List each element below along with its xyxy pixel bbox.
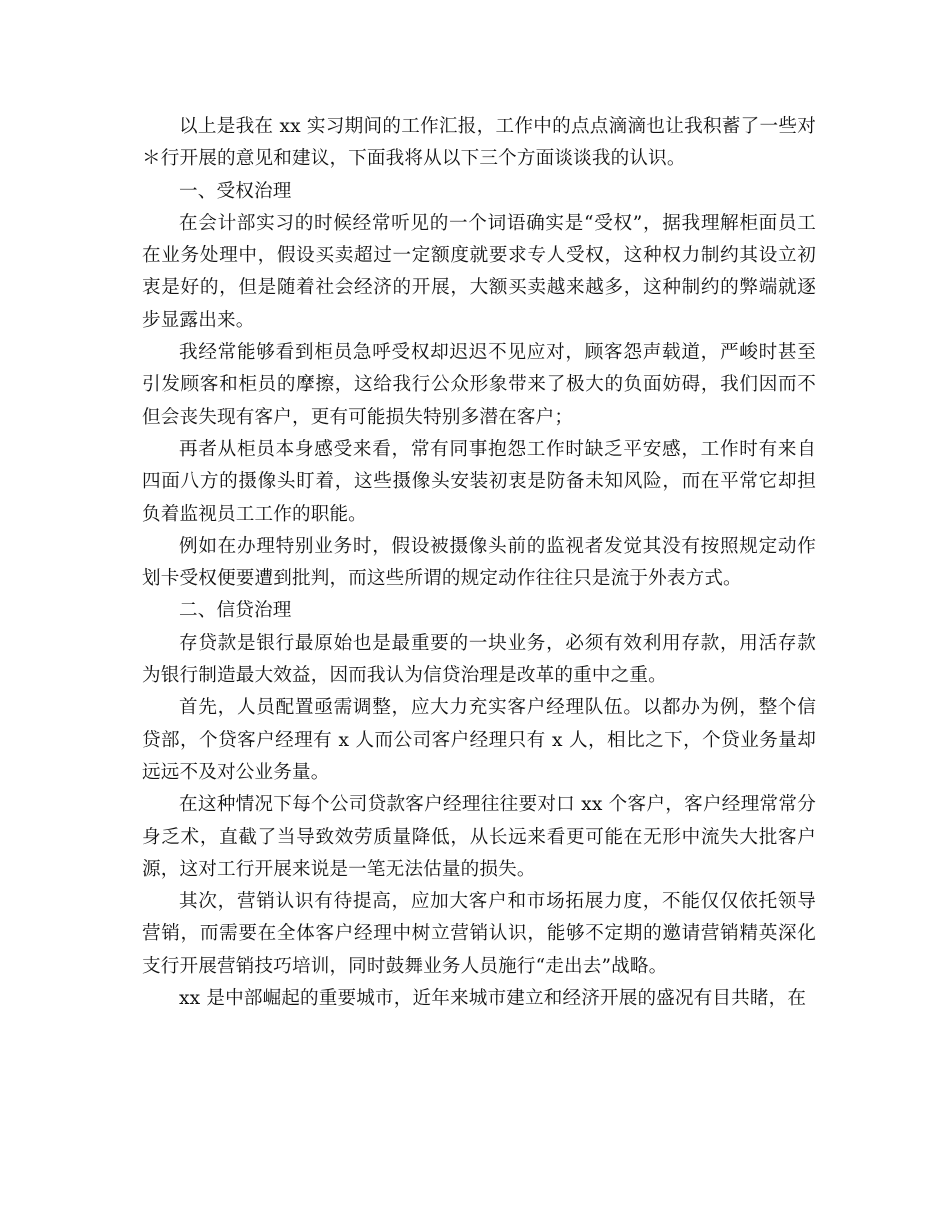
paragraph: 在这种情况下每个公司贷款客户经理往往要对口 xx 个客户，客户经理常常分身乏术，直截了当导致效劳质量降低，从长远来看更可能在无形中流失大批客户源，这对工行开展来说是一笔无法估量的损失。 <box>142 794 816 880</box>
section-heading-credit: 二、信贷治理 <box>179 600 292 622</box>
paragraph: 例如在办理特别业务时，假设被摄像头前的监视者发觉其没有按照规定动作划卡受权便要遭到批判，而这些所谓的规定动作往往只是流于外表方式。 <box>142 535 816 590</box>
paragraph: 存贷款是银行最原始也是最重要的一块业务，必须有效利用存款，用活存款为银行制造最大效益，因而我认为信贷治理是改革的重中之重。 <box>142 632 816 687</box>
paragraph: 我经常能够看到柜员急呼受权却迟迟不见应对，顾客怨声载道，严峻时甚至引发顾客和柜员的摩擦，这给我行公众形象带来了极大的负面妨碍，我们因而不但会丧失现有客户，更有可能损失特别多潜在客户； <box>142 342 816 428</box>
document-body <box>142 111 816 1015</box>
paragraph: 其次，营销认识有待提高，应加大客户和市场拓展力度，不能仅仅依托领导营销，而需要在全体客户经理中树立营销认识，能够不定期的邀请营销精英深化支行开展营销技巧培训，同时鼓舞业务人员施行“走出去”战略。 <box>142 891 816 977</box>
paragraph: 首先，人员配置亟需调整，应大力充实客户经理队伍。以都办为例，整个信贷部，个贷客户经理有 x 人而公司客户经理只有 x 人，相比之下，个贷业务量却远远不及对公业务量。 <box>142 697 816 783</box>
paragraph: 在会计部实习的时候经常听见的一个词语确实是“受权”，据我理解柜面员工在业务处理中，假设买卖超过一定额度就要求专人受权，这种权力制约其设立初衷是好的，但是随着社会经济的开展，大额买卖越来越多，这种制约的弊端就逐步显露出来。 <box>142 212 816 331</box>
paragraph: 再者从柜员本身感受来看，常有同事抱怨工作时缺乏平安感，工作时有来自四面八方的摄像头盯着，这些摄像头安装初衷是防备未知风险，而在平常它却担负着监视员工工作的职能。 <box>142 438 816 525</box>
paragraph: xx 是中部崛起的重要城市，近年来城市建立和经济开展的盛况有目共睹，在 <box>179 988 807 1010</box>
section-heading-authorization: 一、受权治理 <box>179 180 292 202</box>
paragraph: 以上是我在 xx 实习期间的工作汇报，工作中的点点滴滴也让我积蓄了一些对＊行开展的意见和建议，下面我将从以下三个方面谈谈我的认识。 <box>142 116 816 170</box>
